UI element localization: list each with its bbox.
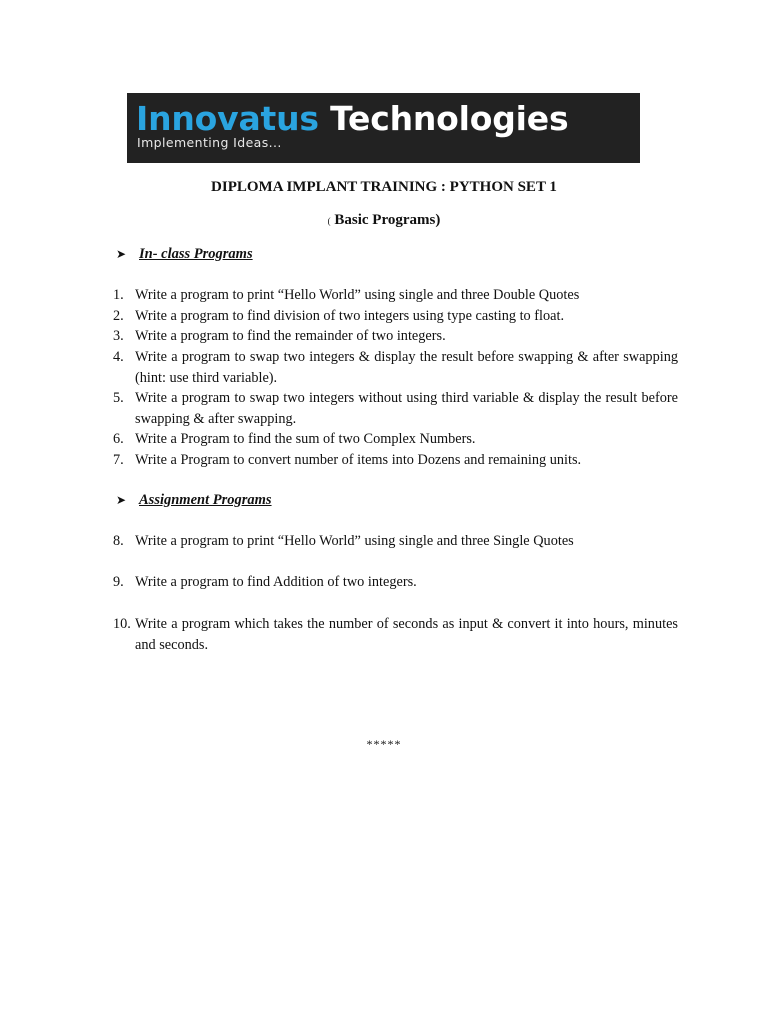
- document-subtitle: [0, 212, 768, 229]
- list-item: [113, 429, 678, 450]
- section-heading: In- class Programs: [139, 246, 253, 262]
- list-item: [113, 306, 678, 327]
- list-item: [113, 347, 678, 388]
- item-text: Write a program which takes the number of seconds as input & convert it into hours, minutes and seconds.: [135, 616, 678, 653]
- subtitle-text: Basic Programs): [334, 212, 441, 228]
- list-item: [113, 614, 678, 655]
- item-number: 8.: [113, 533, 124, 549]
- logo-brand-text: Innovatus: [136, 99, 319, 138]
- item-number: 10.: [113, 616, 131, 632]
- list-item: [113, 450, 678, 471]
- logo-word-text: Technologies: [330, 99, 569, 138]
- item-number: 2.: [113, 308, 124, 324]
- document-title: DIPLOMA IMPLANT TRAINING : PYTHON SET 1: [211, 179, 557, 195]
- list-item: [113, 326, 678, 347]
- section-heading: Assignment Programs: [139, 492, 272, 508]
- section-assignment: [116, 492, 272, 509]
- item-number: 9.: [113, 574, 124, 590]
- item-number: 5.: [113, 390, 124, 406]
- item-text: Write a Program to convert number of items into Dozens and remaining units.: [135, 452, 582, 468]
- list-item: [113, 531, 678, 552]
- section-in-class: [116, 246, 253, 263]
- item-text: Write a program to swap two integers without using third variable & display the result before swapping & after swapping.: [135, 390, 678, 427]
- item-text: Write a program to find Addition of two integers.: [135, 574, 417, 590]
- item-text: Write a program to swap two integers & display the result before swapping & after swapping (hint: use third variable).: [135, 349, 678, 386]
- list-item: [113, 572, 678, 593]
- subtitle-open-paren: (: [327, 216, 331, 226]
- end-mark: *****: [366, 737, 402, 751]
- item-text: Write a Program to find the sum of two Complex Numbers.: [135, 431, 476, 447]
- item-number: 1.: [113, 287, 124, 303]
- logo-tagline: Implementing Ideas...: [137, 135, 282, 150]
- list-item: [113, 388, 678, 429]
- item-text: Write a program to find division of two integers using type casting to float.: [135, 308, 565, 324]
- item-number: 3.: [113, 328, 124, 344]
- item-number: 6.: [113, 431, 124, 447]
- item-text: Write a program to print “Hello World” using single and three Single Quotes: [135, 533, 574, 549]
- list-item: [113, 285, 678, 306]
- item-text: Write a program to find the remainder of two integers.: [135, 328, 446, 344]
- arrow-bullet-icon: ➤: [116, 493, 127, 507]
- item-text: Write a program to print “Hello World” using single and three Double Quotes: [135, 287, 580, 303]
- logo-name: [136, 99, 568, 139]
- item-number: 7.: [113, 452, 124, 468]
- item-number: 4.: [113, 349, 124, 365]
- arrow-bullet-icon: ➤: [116, 247, 127, 261]
- company-logo: [127, 93, 640, 163]
